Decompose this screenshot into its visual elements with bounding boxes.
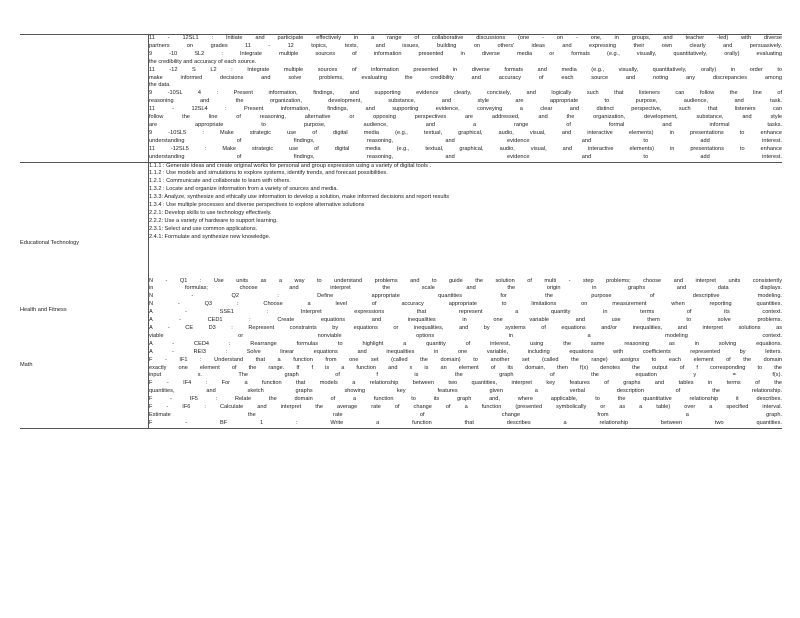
ela-standards-cell xyxy=(149,35,783,163)
edtech-standard-line: 2.3.1: Select and use common applications. xyxy=(149,225,258,232)
math-subject-label: Math xyxy=(20,361,33,368)
edtech-standard-line: 1.2.1 : Communicate and collaborate to learn with others. xyxy=(149,178,291,185)
math-standard-line: F - IF4 : For a function that models a relationship between two quantities, interpret key features of graphs and tables in terms of the xyxy=(149,380,782,387)
math-standards-cell xyxy=(149,278,783,429)
math-standard-line: viable or nonviable options in a modeling context. xyxy=(149,332,782,339)
math-subject-cell xyxy=(20,278,149,429)
ela-standard-line: are appropriate to purpose, audience, and a range of formal and informal tasks. xyxy=(149,121,782,128)
math-standard-line: input x. The graph of f is the graph of the equation y = f(x). xyxy=(149,372,782,379)
edtech-standard-line: 2.4.1: Formulate and synthesize new knowledge. xyxy=(149,233,271,240)
edtech-subject-cell xyxy=(20,162,149,314)
math-standard-line: A - CED4 : Rearrange formulas to highlight a quantity of interest, using the same reasoning as in solving equations. xyxy=(149,340,782,347)
edtech-standard-line: 1.1.2 : Use models and simulations to explore systems, identify trends, and forecast possibilities. xyxy=(149,170,388,177)
ela-standard-line: 9 -10 SL2 : Integrate multiple sources of information presented in diverse media or formats (e.g., visually, quantitatively, orally) evaluating xyxy=(149,50,782,57)
math-standard-line: N - Q3 : Choose a level of accuracy appropriate to limitations on measurement when reporting quantities. xyxy=(149,301,782,308)
edtech-subject-label: Educational Technology xyxy=(20,239,79,246)
math-standard-line: quantities, and sketch graphs showing key features given a verbal description of the relationship. xyxy=(149,388,782,395)
math-standard-line: F - BF 1 : Write a function that describes a relationship between two quantities. xyxy=(149,419,782,426)
ela-standard-line: make informed decisions and solve problems, evaluating the credibility and accuracy of each source and noting any discrepancies among xyxy=(149,74,782,81)
math-standard-line: F - IF1 : Understand that a function from one set (called the domain) to another set (called the range) assigns to each element of the domain xyxy=(149,356,782,363)
edtech-standard-line: 1.3.3: Analyze, synthesize and ethically use information to develop a solution, make informed decisions and report results xyxy=(149,194,450,201)
math-row xyxy=(20,278,782,429)
ela-standard-line: 9 -10SL 4 : Present information, findings, and supporting evidence clearly, concisely, and logically such that listeners can follow the line of xyxy=(149,90,782,97)
math-standard-line: exactly one element of the range. If f is a function and x is an element of its domain, then f(x) denotes the output of f corresponding to the xyxy=(149,364,782,371)
ela-subject-cell xyxy=(20,35,149,163)
ela-standard-line: understanding of findings, reasoning, and evidence and to add interest. xyxy=(149,137,782,144)
health-subject-label: Health and Fitness xyxy=(20,307,67,314)
math-standard-line: A - CE D3 : Represent constraints by equations or inequalities, and by systems of equations and/or inequalities, and interpret solutions as xyxy=(149,325,782,331)
ela-standard-line: 9 -10SL5 : Make strategic use of digital media (e.g., textual, graphical, audio, visual, and interactive elements) in presentations to enhance xyxy=(149,129,782,136)
math-standard-line: N - Q2 : Define appropriate quantities for the purpose of descriptive modeling. xyxy=(149,293,782,300)
ela-standard-line: understanding of findings, reasoning, and evidence and to add interest. xyxy=(149,153,782,160)
ela-standard-line: 11 - 12SL4 : Present information, findings, and supporting evidence, conveying a clear and distinct perspective, such that listeners can xyxy=(149,106,782,113)
math-standard-line: N - Q1 : Use units as a way to understand problems and to guide the solution of multi - step problems; choose and interpret units consistently xyxy=(149,277,782,284)
ela-standard-line: the credibility and accuracy of each source. xyxy=(149,58,257,65)
math-standard-line: A - CED1 : Create equations and inequalities in one variable and use them to solve problems. xyxy=(149,317,782,324)
edtech-standards-cell xyxy=(149,162,783,278)
ela-standard-line: reasoning and the organization, development, substance, and style are appropriate to purpose, audience, and task. xyxy=(149,98,782,105)
edtech-standard-line: 2.2.2: Use a variety of hardware to support learning. xyxy=(149,217,278,224)
ela-standard-line: follow the line of reasoning, alternative or opposing perspectives are addressed, and the organization, development, substance, and style xyxy=(149,114,782,121)
math-standard-line: A - REI3 : Solve linear equations and inequalities in one variable, including equations with coefficients represented by letters. xyxy=(149,348,782,355)
edtech-row xyxy=(20,162,782,278)
math-standard-line: in formulas; choose and interpret the scale and the origin in graphs and data displays. xyxy=(149,285,782,292)
ela-standard-line: 11 -12 S L2 : Integrate multiple sources of information presented in diverse formats and media (e.g., visually, quantitatively, orally) in order to xyxy=(149,66,782,73)
ela-standard-line: partners on grades 11 - 12 topics, texts, and issues, building on others' ideas and expressing their own clearly and persuasively. xyxy=(149,42,782,49)
ela-standard-line: the data. xyxy=(149,82,171,89)
math-standard-line: F - IF5 : Relate the domain of a function to its graph and, where applicable, to the quantitative relationship it describes. xyxy=(149,396,782,403)
edtech-standard-line: 2.2.1: Develop skills to use technology effectively. xyxy=(149,209,272,216)
edtech-standard-line: 1.1.1 : Generate ideas and create original works for personal and group expression using a variety of digital tools . xyxy=(149,162,432,169)
edtech-standard-line: 1.3.4 : Use multiple processes and diverse perspectives to explore alternative solutions xyxy=(149,202,365,209)
edtech-standard-line: 1.3.2 : Locate and organize information from a variety of sources and media. xyxy=(149,186,339,193)
standards-table xyxy=(20,34,782,429)
ela-standard-line: 11 -12SL5 : Make strategic use of digital media (e.g., textual, graphical, audio, visual, and interactive elements) in presentations to enhance xyxy=(149,145,782,152)
ela-row xyxy=(20,35,782,163)
math-standard-line: A - SSE1 : Interpret expressions that represent a quantity in terms of its context. xyxy=(149,309,782,316)
math-standard-line: Estimate the rate of change from a graph. xyxy=(149,411,782,418)
math-standard-line: F - IF6 : Calculate and interpret the average rate of change of a function (presented symbolically or as a table) over a specified interval. xyxy=(149,404,782,411)
ela-standard-line: 11 - 12SL1 : Initiate and participate effectively in a range of collaborative discussions (one - on - one, in groups, and teacher -led) with diverse xyxy=(149,35,782,41)
